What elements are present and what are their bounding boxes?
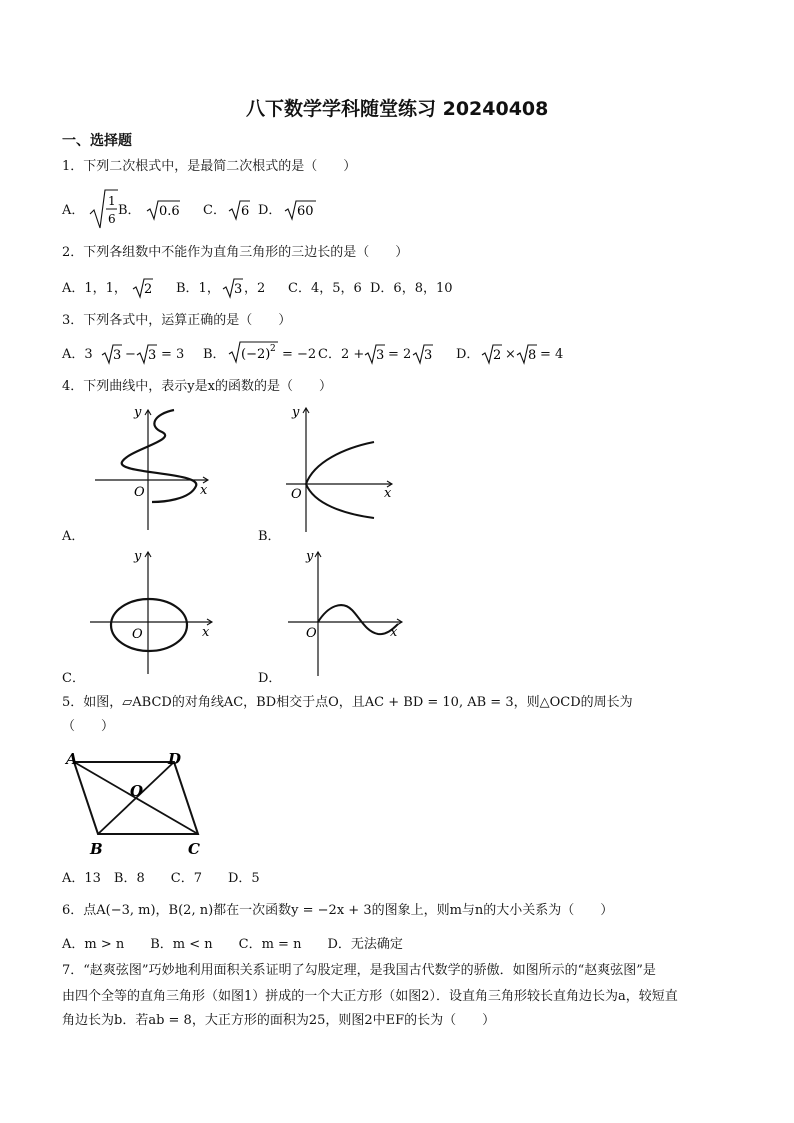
q3-sqrt-b [228,340,280,364]
svg-text:x: x [384,486,392,501]
q3-option-c: C．2 + [318,347,365,362]
q1-option-d: D． [258,203,282,218]
q3-d-tail: = 4 [540,347,564,362]
svg-text:2: 2 [493,348,502,363]
q3-option-d: D． [456,347,480,362]
q6-options: A．m > n B．m < n C．m = n D．无法确定 [62,937,403,952]
svg-text:y: y [134,549,142,564]
svg-text:8: 8 [528,348,537,363]
q2-sqrt-b [222,277,244,299]
q2-sqrt-a [132,277,154,299]
svg-text:A: A [66,750,78,768]
svg-text:D: D [168,750,182,768]
q4-label-b: B． [258,529,281,544]
page-title: 八下数学学科随堂练习 20240408 [246,98,549,120]
q4-stem: 4．下列曲线中，表示y是x的函数的是（ ） [62,379,332,394]
svg-text:B: B [90,840,103,858]
svg-text:3: 3 [234,282,243,297]
q1-option-a: A． [62,203,85,218]
q4-label-c: C． [62,671,85,686]
q3-sqrt-c2 [412,343,434,365]
svg-text:3: 3 [113,348,122,363]
q3-option-a: A．3 [62,347,93,362]
q4-graph-b [284,404,404,534]
q7-line-1: 7．“赵爽弦图”巧妙地利用面积关系证明了勾股定理，是我国古代数学的骄傲．如图所示的“赵爽弦图”是 [62,963,656,978]
q7-line-2: 由四个全等的直角三角形（如图1）拼成的一个大正方形（如图2）．设直角三角形较长直角边长为a，较短直 [62,989,678,1004]
svg-text:O: O [132,627,143,642]
svg-text:y: y [292,405,300,420]
q3-a-minus: − [125,347,136,362]
q4-label-a: A． [62,529,85,544]
q1-frac-den: 6 [108,212,116,226]
q3-sqrt-d2 [516,343,538,365]
svg-text:x: x [390,625,398,640]
svg-text:O: O [134,485,145,500]
q1-sqrt-fraction [88,188,120,232]
q7-line-3: 角边长为b．若ab = 8，大正方形的面积为25，则图2中EF的长为（ ） [62,1013,496,1028]
q3-option-b: B． [203,347,226,362]
q1-sqrt-b [146,199,182,221]
svg-text:y: y [306,549,314,564]
q3-sqrt-d1 [481,343,503,365]
svg-text:3: 3 [376,348,385,363]
svg-text:x: x [200,483,208,498]
svg-text:(−2): (−2) [241,347,271,362]
svg-text:x: x [202,625,210,640]
q3-b-tail: = −2 [282,347,317,362]
q3-c-mid: = 2 [388,347,412,362]
section-heading: 一、选择题 [62,133,132,149]
q2-stem: 2．下列各组数中不能作为直角三角形的三边长的是（ ） [62,245,409,260]
q5-parallelogram [62,750,212,860]
svg-text:O: O [306,626,317,641]
q1-option-c: C． [203,203,226,218]
q4-label-d: D． [258,671,282,686]
q2-option-b: B．1， [176,281,220,296]
q5-options: A．13 B．8 C．7 D．5 [62,871,260,886]
q3-sqrt-c1 [364,343,386,365]
svg-text:O: O [291,487,302,502]
svg-text:2: 2 [270,344,276,354]
q3-stem: 3．下列各式中，运算正确的是（ ） [62,313,292,328]
svg-text:C: C [188,840,200,858]
svg-text:6: 6 [241,204,250,219]
q6-stem: 6．点A(−3, m)，B(2, n)都在一次函数y = −2x + 3的图象上，则m与n的大小关系为（ ） [62,903,614,918]
q3-sqrt-a2 [136,343,158,365]
q2-option-a: A．1，1， [62,281,127,296]
q3-d-times: × [505,347,516,362]
svg-text:O: O [130,782,144,800]
q5-stem-cont: （ ） [62,719,115,734]
q3-a-tail: = 3 [161,347,185,362]
svg-text:y: y [134,405,142,420]
svg-text:0.6: 0.6 [159,204,180,219]
q4-graph-c [86,546,226,676]
q5-stem: 5．如图，▱ABCD的对角线AC，BD相交于点O，且AC + BD = 10, AB = 3，则△OCD的周长为 [62,695,633,710]
q3-sqrt-a1 [101,343,123,365]
q2-option-c: C．4，5，6 [288,281,362,296]
q1-sqrt-d [284,199,318,221]
q2-option-d: D．6，8，10 [370,281,453,296]
q2-option-b-tail: ，2 [244,281,266,296]
q1-option-b: B． [118,203,141,218]
svg-text:60: 60 [297,204,314,219]
q4-graph-d [286,548,414,678]
svg-text:3: 3 [148,348,157,363]
q1-frac-num: 1 [108,194,116,208]
svg-text:3: 3 [424,348,433,363]
q1-sqrt-c [228,199,252,221]
q4-graph-a [90,402,220,532]
svg-text:2: 2 [144,282,153,297]
q1-stem: 1．下列二次根式中，是最简二次根式的是（ ） [62,159,357,174]
